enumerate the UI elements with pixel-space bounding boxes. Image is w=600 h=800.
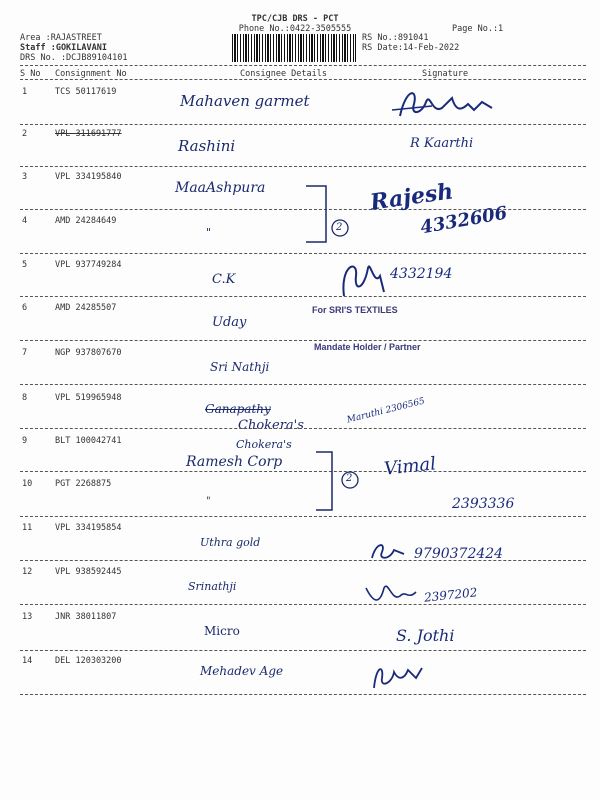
- row-6-company-stamp: For SRI'S TEXTILES: [312, 305, 398, 315]
- row-7-consignee: Sri Nathji: [210, 360, 270, 374]
- row-10-consignee: ": [206, 496, 211, 507]
- drs-number: DRS No. :DCJB89104101: [20, 53, 128, 63]
- row-14-signature-scribble: [370, 658, 426, 692]
- row-14-sno: 14: [22, 656, 33, 666]
- row-7-sno: 7: [22, 348, 28, 358]
- row-9-above-note: Chokera's: [236, 438, 292, 451]
- row-10-divider: [20, 516, 586, 517]
- row-9-10-brace: [312, 450, 362, 516]
- row-9-divider: [20, 471, 586, 472]
- row-9-consignment: BLT 100042741: [55, 436, 122, 446]
- row-1-signature-scribble: [392, 84, 512, 124]
- area-label: Area :RAJASTREET: [20, 33, 102, 43]
- sheet-title: TPC/CJB DRS - PCT: [251, 14, 339, 24]
- row-5-signature: 4332194: [390, 266, 453, 282]
- row-7-consignment: NGP 937807670: [55, 348, 122, 358]
- row-12-signature: 2397202: [423, 585, 479, 605]
- row-11-divider: [20, 560, 586, 561]
- row-12-consignment: VPL 938592445: [55, 567, 122, 577]
- row-6-sno: 6: [22, 303, 28, 313]
- row-6-consignee: Uday: [212, 315, 247, 330]
- row-10-consignment: PGT 2268875: [55, 479, 112, 489]
- row-2-consignee: Rashini: [178, 137, 236, 155]
- row-1-consignment: TCS 50117619: [55, 87, 117, 97]
- row-8-sno: 8: [22, 393, 28, 403]
- row-5-consignee: C.K: [212, 272, 236, 287]
- row-13-signature: S. Jothi: [396, 626, 455, 645]
- row-1-sno: 1: [22, 87, 28, 97]
- row-8-signature: Maruthi 2306565: [345, 396, 426, 426]
- row-5-sno: 5: [22, 260, 28, 270]
- brace-2-mark: 2: [346, 473, 353, 484]
- col-signature: Signature: [422, 69, 469, 79]
- row-13-divider: [20, 650, 586, 651]
- row-4-consignee: ": [206, 226, 212, 239]
- col-consignment: Consignment No: [55, 69, 127, 79]
- row-4-divider: [20, 253, 586, 254]
- row-14-consignment: DEL 120303200: [55, 656, 122, 666]
- row-2-consignment: VPL 311691777: [55, 129, 122, 139]
- row-3-sno: 3: [22, 172, 28, 182]
- rs-date: RS Date:14-Feb-2022: [362, 43, 460, 53]
- row-10-signature: 2393336: [452, 496, 515, 512]
- columns-divider: [20, 79, 586, 80]
- phone-number: Phone No.:0422-3505555: [238, 24, 352, 34]
- row-8-divider: [20, 428, 586, 429]
- row-2-signature: R Kaarthi: [410, 136, 474, 151]
- row-11-signature: 9790372424: [414, 546, 504, 562]
- row-2-divider: [20, 166, 586, 167]
- barcode: [232, 34, 356, 62]
- row-3-4-brace: [300, 184, 360, 248]
- rs-number: RS No.:891041: [362, 33, 429, 43]
- row-11-sno: 11: [22, 523, 33, 533]
- row-3-consignee: MaaAshpura: [175, 180, 266, 196]
- row-5-consignment: VPL 937749284: [55, 260, 122, 270]
- row-3-signature-rajesh: Rajesh: [368, 178, 455, 216]
- row-1-consignee: Mahaven garmet: [180, 92, 310, 110]
- row-14-divider: [20, 694, 586, 695]
- row-8-consignment: VPL 519965948: [55, 393, 122, 403]
- row-7-stamp-role: Mandate Holder / Partner: [314, 342, 421, 352]
- brace-1-mark: 2: [336, 222, 343, 233]
- header-divider: [20, 65, 586, 66]
- row-12-sno: 12: [22, 567, 33, 577]
- row-14-consignee: Mehadev Age: [200, 664, 284, 678]
- page-number: Page No.:1: [452, 24, 504, 34]
- row-10-sno: 10: [22, 479, 33, 489]
- row-12-consignee: Srinathji: [188, 580, 237, 593]
- row-6-consignment: AMD 24285507: [55, 303, 117, 313]
- row-13-consignee: Micro: [204, 624, 240, 638]
- row-7-divider: [20, 384, 586, 385]
- row-1-divider: [20, 124, 586, 125]
- row-13-sno: 13: [22, 612, 33, 622]
- row-9-sno: 9: [22, 436, 28, 446]
- row-11-consignee: Uthra gold: [200, 536, 261, 549]
- row-4-consignment: AMD 24284649: [55, 216, 117, 226]
- row-5-divider: [20, 296, 586, 297]
- col-consignee: Consignee Details: [240, 69, 327, 79]
- col-sno: S No: [20, 69, 41, 79]
- row-2-sno: 2: [22, 129, 28, 139]
- row-9-signature-vimal: Vimal: [383, 453, 437, 480]
- row-12-divider: [20, 604, 586, 605]
- row-12-signature-scribble: [364, 578, 420, 606]
- row-13-consignment: JNR 38011807: [55, 612, 117, 622]
- row-8-struck-name: Ganapathy: [205, 402, 271, 416]
- row-11-consignment: VPL 334195854: [55, 523, 122, 533]
- row-8-consignee: Chokera's: [238, 418, 304, 433]
- row-4-signature: 4332606: [418, 202, 509, 239]
- staff-label: Staff :GOKILAVANI: [20, 43, 107, 53]
- row-6-divider: [20, 340, 586, 341]
- row-4-sno: 4: [22, 216, 28, 226]
- row-3-consignment: VPL 334195840: [55, 172, 122, 182]
- row-9-consignee: Ramesh Corp: [186, 454, 283, 470]
